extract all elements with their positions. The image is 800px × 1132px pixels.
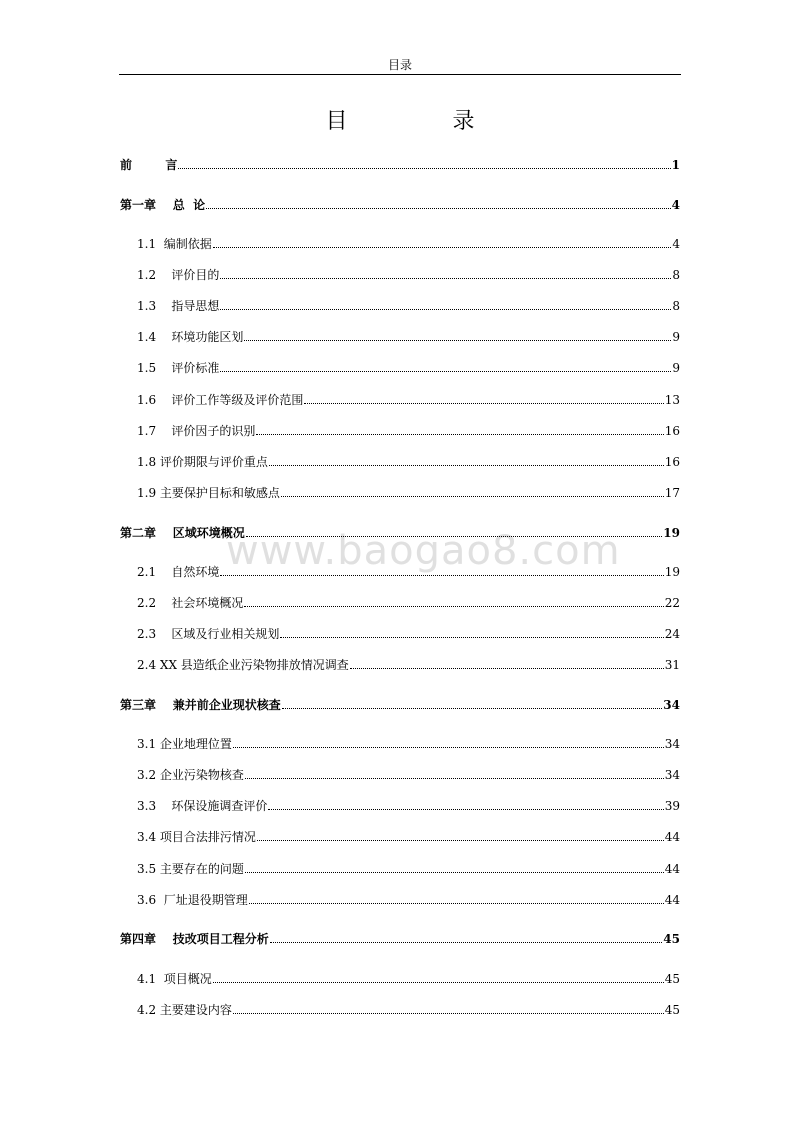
toc-leader bbox=[244, 340, 671, 341]
toc-entry-1-2[interactable] bbox=[137, 262, 680, 282]
toc-entry-3-4[interactable] bbox=[137, 824, 680, 844]
toc-label: 1.4 环境功能区划 bbox=[137, 330, 244, 344]
toc-leader bbox=[178, 168, 670, 169]
toc-page-number: 9 bbox=[672, 361, 680, 375]
toc-label: 3.2 企业污染物核查 bbox=[137, 768, 244, 782]
toc-label: 3.1 企业地理位置 bbox=[137, 737, 232, 751]
toc-entry-chapter-3[interactable] bbox=[120, 692, 680, 712]
toc-entry-1-4[interactable] bbox=[137, 324, 680, 344]
toc-leader bbox=[220, 575, 663, 576]
toc-leader bbox=[233, 1013, 664, 1014]
toc-label: 3.3 环保设施调查评价 bbox=[137, 799, 268, 813]
toc-leader bbox=[304, 403, 663, 404]
toc-entry-1-3[interactable] bbox=[137, 293, 680, 313]
toc-leader bbox=[233, 747, 664, 748]
toc-leader bbox=[245, 778, 664, 779]
toc-entry-3-1[interactable] bbox=[137, 731, 680, 751]
toc-label: 第四章 技改项目工程分析 bbox=[120, 932, 269, 946]
toc-leader bbox=[268, 809, 663, 810]
toc-label: 2.2 社会环境概况 bbox=[137, 596, 244, 610]
toc-page-number: 16 bbox=[664, 455, 680, 469]
toc-entry-3-3[interactable] bbox=[137, 793, 680, 813]
toc-entry-chapter-4[interactable] bbox=[120, 926, 680, 946]
header-title: 目录 bbox=[387, 58, 412, 72]
toc-label: 4.1 项目概况 bbox=[137, 972, 212, 986]
toc-label: 1.8 评价期限与评价重点 bbox=[137, 455, 268, 469]
toc-page-number: 45 bbox=[664, 972, 680, 986]
toc-entry-4-2[interactable] bbox=[137, 997, 680, 1017]
toc-label: 1.5 评价标准 bbox=[137, 361, 220, 375]
toc-page-number: 45 bbox=[663, 932, 680, 946]
toc-leader bbox=[244, 606, 663, 607]
toc-page-number: 19 bbox=[663, 526, 680, 540]
toc-entry-2-4[interactable] bbox=[137, 652, 680, 672]
toc-page-number: 34 bbox=[664, 737, 680, 751]
toc-page-number: 39 bbox=[664, 799, 680, 813]
toc-leader bbox=[213, 982, 664, 983]
toc-leader bbox=[245, 872, 664, 873]
toc-page-number: 8 bbox=[672, 268, 680, 282]
toc-label: 第一章 总 论 bbox=[120, 198, 206, 212]
toc-entry-1-6[interactable] bbox=[137, 387, 680, 407]
toc-label: 4.2 主要建设内容 bbox=[137, 1003, 232, 1017]
toc-label: 3.4 项目合法排污情况 bbox=[137, 830, 256, 844]
toc-leader bbox=[257, 840, 664, 841]
toc-leader bbox=[246, 536, 663, 537]
toc-entry-2-1[interactable] bbox=[137, 559, 680, 579]
toc-label: 第三章 兼并前企业现状核查 bbox=[120, 698, 281, 712]
toc-leader bbox=[350, 668, 664, 669]
page-title bbox=[0, 104, 800, 135]
toc-page-number: 22 bbox=[664, 596, 680, 610]
toc-entry-2-3[interactable] bbox=[137, 621, 680, 641]
toc-entry-3-6[interactable] bbox=[137, 887, 680, 907]
toc-page-number: 24 bbox=[664, 627, 680, 641]
toc-label: 1.9 主要保护目标和敏感点 bbox=[137, 486, 280, 500]
toc-page-number: 4 bbox=[671, 198, 680, 212]
toc-page-number: 44 bbox=[664, 862, 680, 876]
title-char-1: 目 bbox=[325, 109, 348, 134]
toc-page-number: 17 bbox=[664, 486, 680, 500]
toc-page-number: 34 bbox=[663, 698, 680, 712]
toc-label: 3.6 厂址退役期管理 bbox=[137, 893, 248, 907]
toc-entry-4-1[interactable] bbox=[137, 966, 680, 986]
toc-label: 1.1 编制依据 bbox=[137, 237, 212, 251]
toc-page-number: 8 bbox=[672, 299, 680, 313]
toc-label: 前 言 bbox=[120, 158, 178, 172]
toc-leader bbox=[249, 903, 664, 904]
toc-leader bbox=[206, 208, 671, 209]
toc-entry-3-2[interactable] bbox=[137, 762, 680, 782]
toc-entry-preface[interactable] bbox=[120, 152, 680, 172]
toc-leader bbox=[270, 942, 663, 943]
toc-page-number: 1 bbox=[671, 158, 680, 172]
toc-leader bbox=[213, 247, 672, 248]
toc-entry-chapter-1[interactable] bbox=[120, 192, 680, 212]
title-char-2: 录 bbox=[452, 109, 475, 134]
toc-label: 2.1 自然环境 bbox=[137, 565, 220, 579]
toc-page-number: 34 bbox=[664, 768, 680, 782]
toc-label: 1.7 评价因子的识别 bbox=[137, 424, 256, 438]
toc-page-number: 13 bbox=[664, 393, 680, 407]
toc-entry-1-8[interactable] bbox=[137, 449, 680, 469]
toc-label: 1.2 评价目的 bbox=[137, 268, 220, 282]
toc-entry-1-7[interactable] bbox=[137, 418, 680, 438]
toc-page-number: 9 bbox=[672, 330, 680, 344]
toc-page-number: 19 bbox=[664, 565, 680, 579]
toc-entry-1-5[interactable] bbox=[137, 355, 680, 375]
toc-entry-3-5[interactable] bbox=[137, 856, 680, 876]
toc-entry-1-9[interactable] bbox=[137, 480, 680, 500]
toc-label: 2.4 XX 县造纸企业污染物排放情况调查 bbox=[137, 658, 349, 672]
toc-leader bbox=[220, 371, 671, 372]
toc-entry-1-1[interactable] bbox=[137, 231, 680, 251]
toc-leader bbox=[220, 309, 671, 310]
toc-leader bbox=[282, 708, 663, 709]
toc-page-number: 44 bbox=[664, 830, 680, 844]
toc-page-number: 4 bbox=[672, 237, 680, 251]
toc-leader bbox=[220, 278, 671, 279]
toc-page-number: 44 bbox=[664, 893, 680, 907]
toc-leader bbox=[256, 434, 663, 435]
toc-leader bbox=[281, 496, 664, 497]
toc-page-number: 31 bbox=[664, 658, 680, 672]
toc-leader bbox=[280, 637, 663, 638]
toc-label: 1.6 评价工作等级及评价范围 bbox=[137, 393, 304, 407]
toc-page-number: 16 bbox=[664, 424, 680, 438]
toc-page-number: 45 bbox=[664, 1003, 680, 1017]
toc-entry-chapter-2[interactable] bbox=[120, 520, 680, 540]
toc-label: 2.3 区域及行业相关规划 bbox=[137, 627, 280, 641]
toc-label: 1.3 指导思想 bbox=[137, 299, 220, 313]
header-divider bbox=[119, 74, 681, 75]
watermark: www.baogao8.com bbox=[226, 528, 621, 574]
toc-leader bbox=[269, 465, 664, 466]
toc-label: 第二章 区域环境概况 bbox=[120, 526, 245, 540]
toc-label: 3.5 主要存在的问题 bbox=[137, 862, 244, 876]
toc-entry-2-2[interactable] bbox=[137, 590, 680, 610]
